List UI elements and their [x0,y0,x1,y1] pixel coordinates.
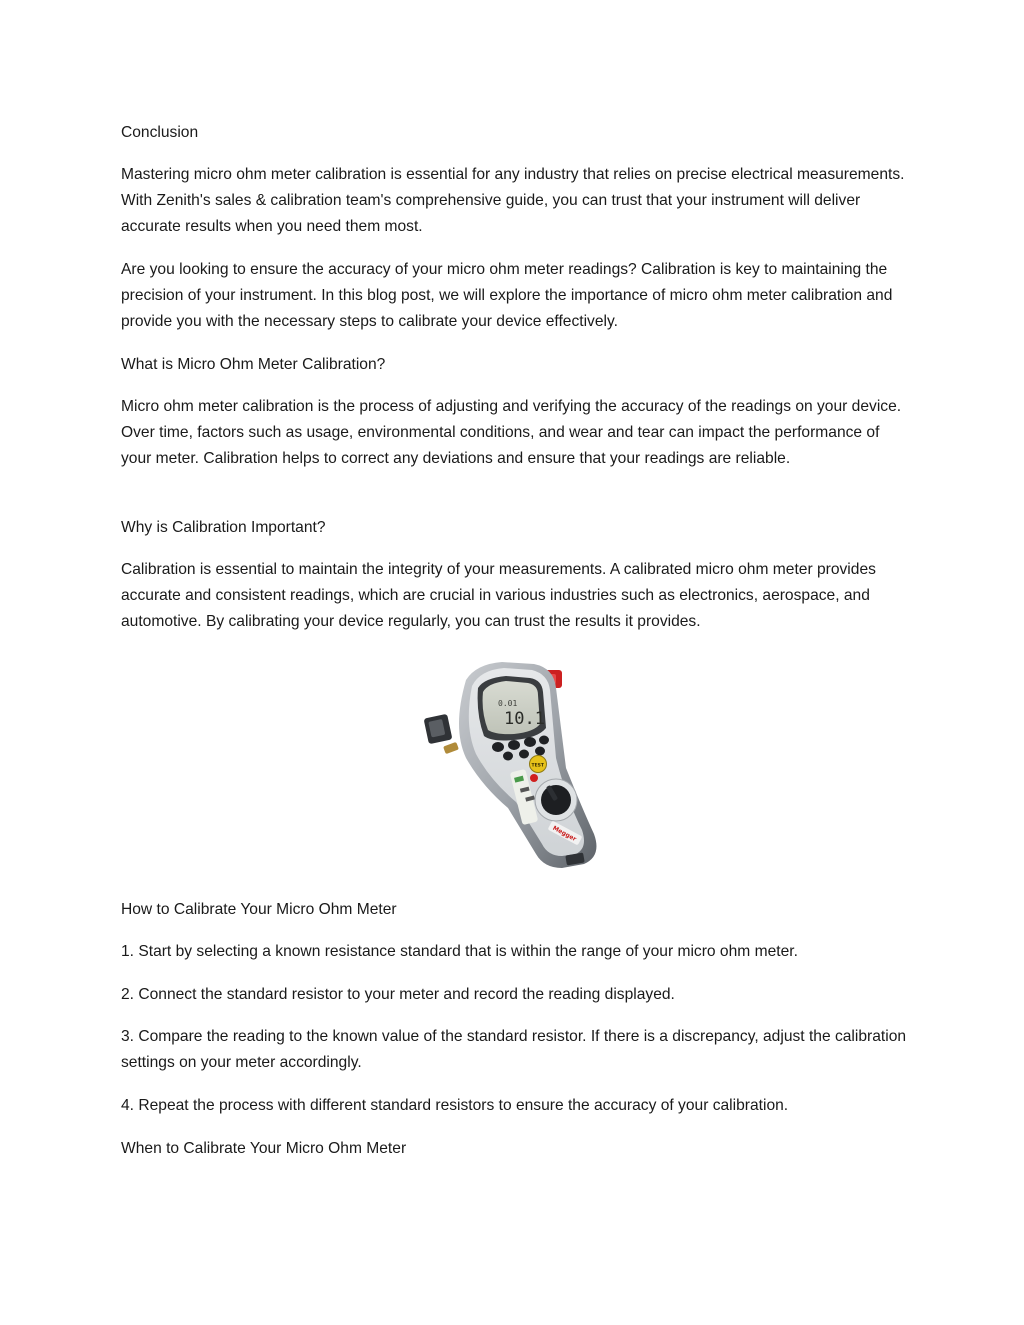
lcd-small-reading: 0.01 [498,699,518,708]
step-1: 1. Start by selecting a known resistance standard that is within the range of your micro ohm meter. [121,943,798,960]
paragraph-what-is-calibration: Micro ohm meter calibration is the process of adjusting and verifying the accuracy of the readings on your device. Over time, factors such as usage, environmental conditions, and wear and tear can impact the performance of your meter. Calibration helps to correct any deviations and ensure that your readings are reliable. [121,398,902,467]
micro-ohm-meter-image [416,658,612,870]
heading-what-is-calibration: What is Micro Ohm Meter Calibration? [121,356,386,373]
step-2: 2. Connect the standard resistor to your meter and record the reading displayed. [121,986,675,1003]
step-3: 3. Compare the reading to the known value of the standard resistor. If there is a discrepancy, adjust the calibration settings on your meter accordingly. [121,1028,907,1071]
paragraph-conclusion: Mastering micro ohm meter calibration is essential for any industry that relies on precise electrical measurements. With Zenith's sales & calibration team's comprehensive guide, you can trust that your instrument will deliver accurate results when you need them most. [121,166,905,235]
paragraph-why-important: Calibration is essential to maintain the integrity of your measurements. A calibrated micro ohm meter provides accurate and consistent readings, which are crucial in various industries such as electronics, aerospace, and automotive. By calibrating your device regularly, you can trust the results it provides. [121,561,876,630]
brand-label: Megger [551,824,578,843]
step-4: 4. Repeat the process with different standard resistors to ensure the accuracy of your calibration. [121,1097,789,1114]
heading-conclusion: Conclusion [121,124,199,141]
heading-when-to-calibrate: When to Calibrate Your Micro Ohm Meter [121,1140,407,1157]
heading-why-important: Why is Calibration Important? [121,519,326,536]
heading-how-to-calibrate: How to Calibrate Your Micro Ohm Meter [121,901,397,918]
lcd-main-reading: 10.1 [504,709,545,729]
paragraph-intro: Are you looking to ensure the accuracy of your micro ohm meter readings? Calibration is key to maintaining the precision of your instrument. In this blog post, we will explore the importance of micro ohm meter calibration and provide you with the necessary steps to calibrate your device effectively. [121,261,893,330]
test-button-label: TEST [531,763,544,769]
